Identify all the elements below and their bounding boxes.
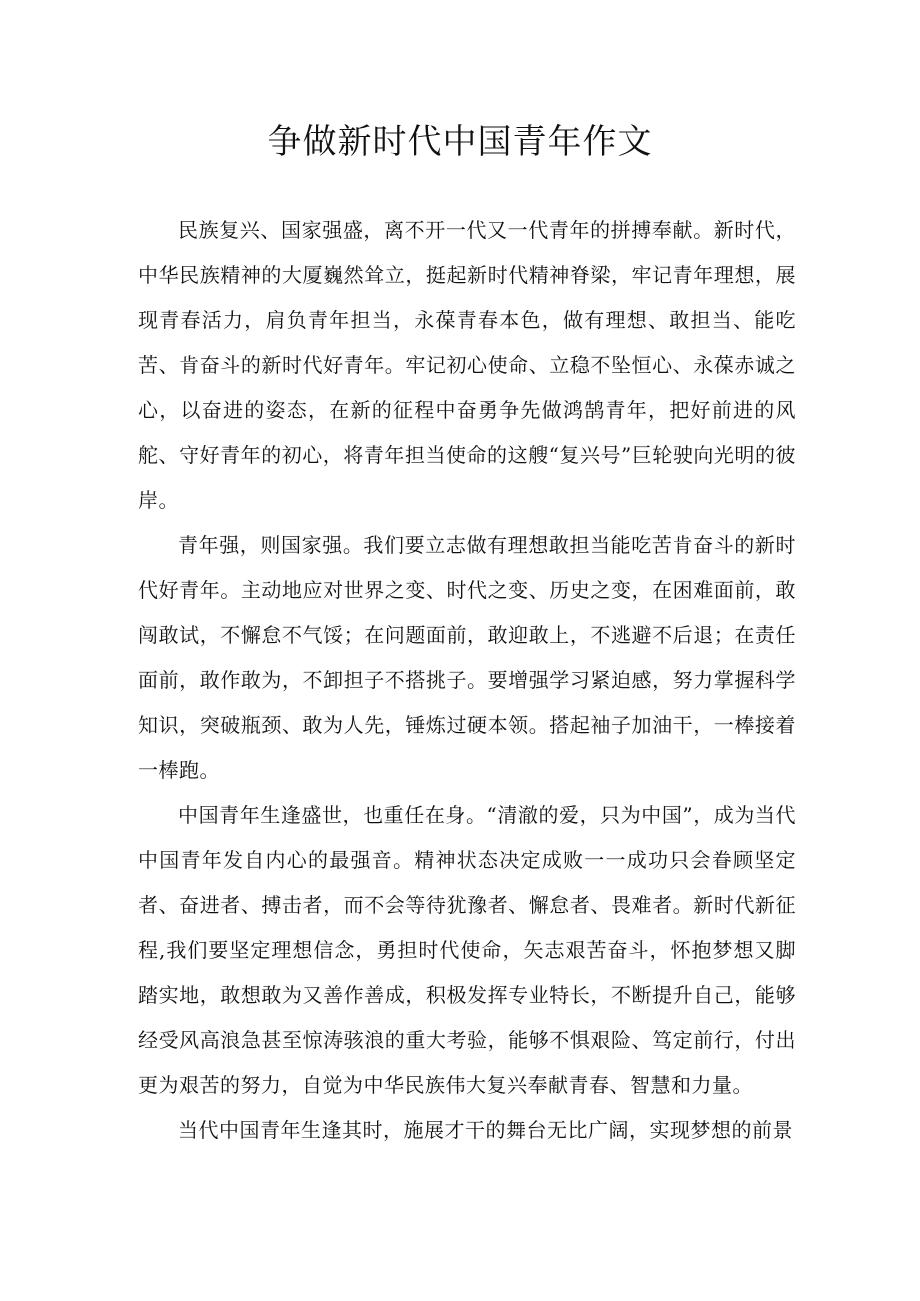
- paragraph-4: 当代中国青年生逢其时，施展才干的舞台无比广阔，实现梦想的前景: [178, 1118, 793, 1142]
- document-title: 争做新时代中国青年作文: [267, 122, 653, 162]
- paragraph-1: 民族复兴、国家强盛，离不开一代又一代青年的拼搏奉献。新时代，中华民族精神的大厦巍然耸立，挺起新时代精神脊梁，牢记青年理想，展现青春活力，肩负青年担当，永葆青春本色，做有理想、敢担当、能吃苦、肯奋斗的新时代好青年。牢记初心使命、立稳不坠恒心、永葆赤诚之心，以奋进的姿态，在新的征程中奋勇争先做鸿鹄青年，把好前进的风舵、守好青年的初心，将青年担当使命的这艘“复兴号”巨轮驶向光明的彼岸。: [138, 218, 796, 512]
- document-body: [138, 208, 796, 1153]
- paragraph-3: 中国青年生逢盛世，也重任在身。“清澈的爱，只为中国”，成为当代中国青年发自内心的最强音。精神状态决定成败一一成功只会眷顾坚定者、奋进者、搏击者，而不会等待犹豫者、懈怠者、畏难者。新时代新征程,我们要坚定理想信念，勇担时代使命，矢志艰苦奋斗，怀抱梦想又脚踏实地，敢想敢为又善作善成，积极发挥专业特长，不断提升自己，能够经受风高浪急甚至惊涛骇浪的重大考验，能够不惧艰险、笃定前行，付出更为艰苦的努力，自觉为中华民族伟大复兴奉献青春、智慧和力量。: [138, 803, 796, 1097]
- paragraph-2: 青年强，则国家强。我们要立志做有理想敢担当能吃苦肯奋斗的新时代好青年。主动地应对世界之变、时代之变、历史之变，在困难面前，敢闯敢试，不懈怠不气馁；在问题面前，敢迎敢上，不逃避不后退；在责任面前，敢作敢为，不卸担子不搭挑子。要增强学习紧迫感，努力掌握科学知识，突破瓶颈、敢为人先，锤炼过硬本领。搭起袖子加油干，一棒接着一棒跑。: [138, 533, 796, 782]
